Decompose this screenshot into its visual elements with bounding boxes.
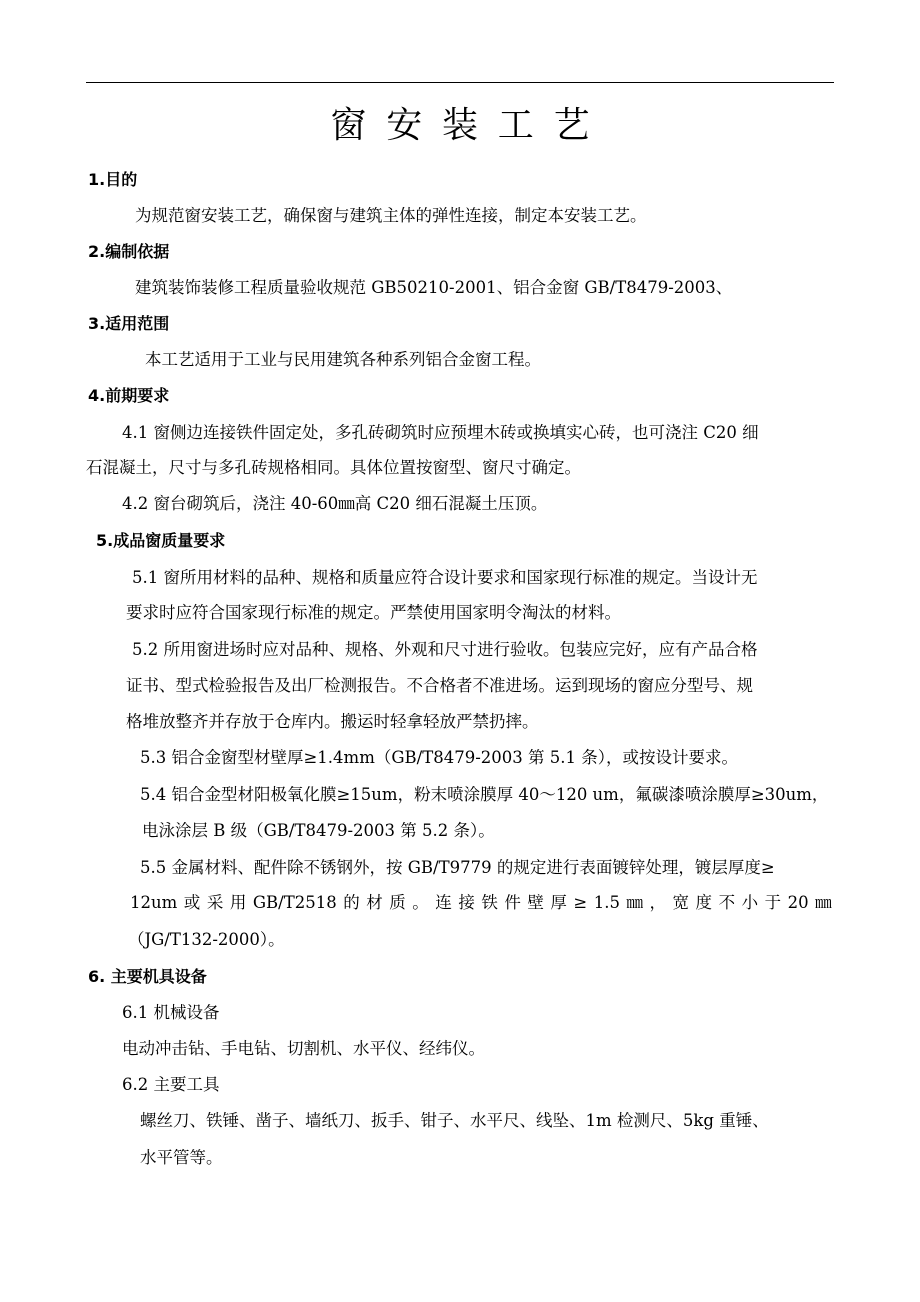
item-5-4-line-2: 电泳涂层 B 级（GB/T8479-2003 第 5.2 条）。	[142, 821, 495, 840]
item-5-3: 5.3 铝合金窗型材壁厚≥1.4mm（GB/T8479-2003 第 5.1 条），或按设计要求。	[140, 748, 738, 767]
page-title: 窗安装工艺	[330, 105, 610, 146]
justified-word: 厚	[550, 893, 567, 912]
item-5-4-line-1: 5.4 铝合金型材阳极氧化膜≥15um，粉末喷涂膜厚 40～120 um，氟碳漆喷涂膜厚≥30um，	[140, 785, 829, 804]
justified-word: 接	[458, 893, 475, 912]
justified-word: 质	[389, 893, 406, 912]
header-rule	[86, 82, 834, 83]
section-3-text: 本工艺适用于工业与民用建筑各种系列铝合金窗工程。	[145, 350, 541, 369]
subsection-6-2-line-2: 水平管等。	[140, 1148, 223, 1167]
justified-word: 的	[343, 893, 360, 912]
justified-word: 用	[229, 893, 247, 912]
item-5-2-line-1: 5.2 所用窗进场时应对品种、规格、外观和尺寸进行验收。包装应完好，应有产品合格	[132, 640, 758, 659]
justified-word: 铁	[481, 893, 498, 912]
justified-word: GB/T2518	[252, 893, 337, 912]
item-5-5-line-1: 5.5 金属材料、配件除不锈钢外，按 GB/T9779 的规定进行表面镀锌处理，镀层厚度≥	[140, 858, 775, 877]
subsection-6-1-heading: 6.1 机械设备	[122, 1003, 220, 1022]
justified-word: 采	[206, 893, 224, 912]
justified-word: 于	[764, 893, 782, 912]
justified-word: 宽	[672, 893, 690, 912]
item-4-1-line-2: 石混凝土，尺寸与多孔砖规格相同。具体位置按窗型、窗尺寸确定。	[86, 458, 581, 477]
justified-word: 连	[435, 893, 452, 912]
item-5-1-line-2: 要求时应符合国家现行标准的规定。严禁使用国家明令淘汰的材料。	[126, 603, 621, 622]
item-5-2-line-2: 证书、型式检验报告及出厂检测报告。不合格者不准进场。运到现场的窗应分型号、规	[126, 676, 753, 695]
item-4-2: 4.2 窗台砌筑后，浇注 40-60㎜高 C20 细石混凝土压顶。	[122, 494, 548, 513]
subsection-6-2-line-1: 螺丝刀、铁锤、凿子、墙纸刀、扳手、钳子、水平尺、线坠、1m 检测尺、5kg 重锤、	[140, 1111, 769, 1130]
justified-word: 1.5	[593, 893, 620, 912]
section-1-text: 为规范窗安装工艺，确保窗与建筑主体的弹性连接，制定本安装工艺。	[135, 206, 647, 225]
justified-word: 。	[412, 893, 429, 912]
justified-word: 或	[183, 893, 201, 912]
section-2-heading: 2.编制依据	[88, 242, 170, 261]
section-4-heading: 4.前期要求	[88, 386, 170, 405]
item-5-5-line-2	[130, 891, 832, 915]
justified-word: 壁	[527, 893, 544, 912]
section-3-heading: 3.适用范围	[88, 314, 170, 333]
item-4-1-line-1: 4.1 窗侧边连接铁件固定处，多孔砖砌筑时应预埋木砖或换填实心砖，也可浇注 C20 细	[122, 423, 759, 442]
section-1-heading: 1.目的	[88, 170, 138, 189]
section-2-text: 建筑装饰装修工程质量验收规范 GB50210-2001、铝合金窗 GB/T8479-2003、	[135, 278, 733, 297]
subsection-6-2-heading: 6.2 主要工具	[122, 1075, 220, 1094]
justified-word: ，	[649, 893, 667, 912]
item-5-1-line-1: 5.1 窗所用材料的品种、规格和质量应符合设计要求和国家现行标准的规定。当设计无	[132, 568, 758, 587]
justified-word: ㎜	[815, 893, 832, 912]
justified-word: ㎜	[626, 893, 643, 912]
justified-word: 12um	[130, 893, 178, 912]
justified-word: 度	[695, 893, 713, 912]
justified-word: 小	[741, 893, 759, 912]
item-5-2-line-3: 格堆放整齐并存放于仓库内。搬运时轻拿轻放严禁扔摔。	[126, 712, 539, 731]
justified-word: 件	[504, 893, 521, 912]
section-5-heading: 5.成品窗质量要求	[96, 531, 226, 550]
item-5-5-line-3: （JG/T132-2000）。	[128, 930, 285, 949]
justified-word: ≥	[573, 893, 588, 912]
justified-word: 20	[787, 893, 809, 912]
section-6-heading: 6. 主要机具设备	[88, 967, 207, 986]
justified-word: 材	[366, 893, 383, 912]
justified-word: 不	[718, 893, 736, 912]
subsection-6-1-text: 电动冲击钻、手电钻、切割机、水平仪、经纬仪。	[122, 1039, 485, 1058]
